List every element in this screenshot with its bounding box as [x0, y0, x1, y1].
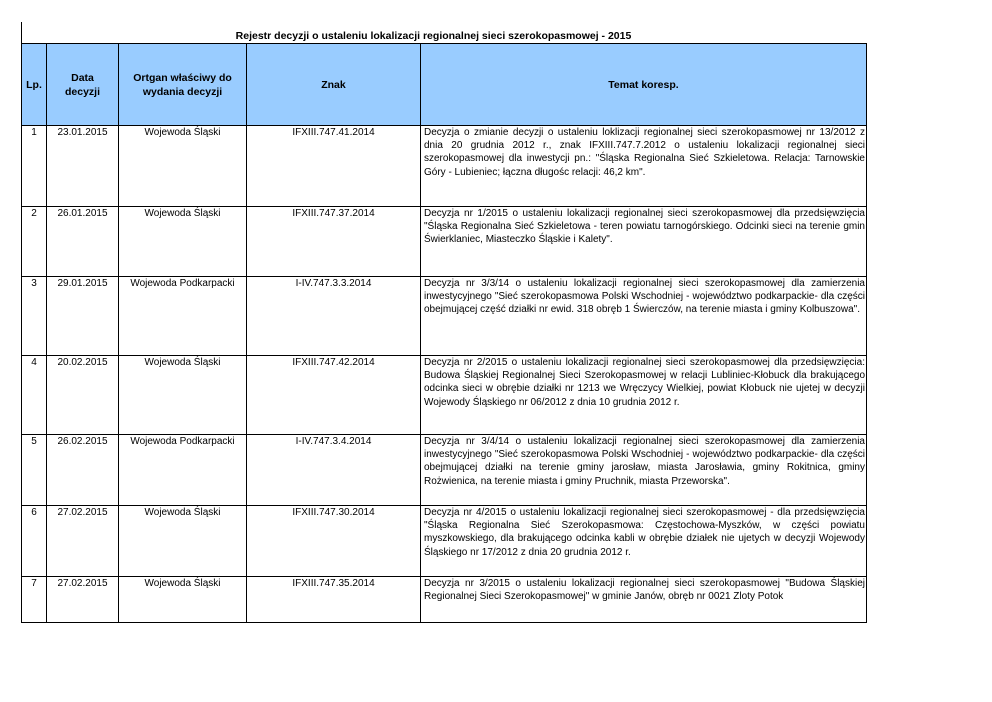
header-date: Data decyzji — [47, 44, 119, 126]
cell-date: 23.01.2015 — [47, 126, 119, 207]
cell-lp: 5 — [22, 435, 47, 506]
cell-date: 29.01.2015 — [47, 277, 119, 356]
cell-subject: Decyzja nr 4/2015 o ustaleniu lokalizacji regionalnej sieci szerokopasmowej - dla przedsięwzięcia "Śląska Regionalna Sieć Szerokopasmowa: Częstochowa-Myszków, w części powiatu myszkowskiego, dla brakującego odcinka kabli w obrębie działek nie ujetych w decyzji Wojewody Śląskiego nr 17/2012 z dnia 20 grudnia 2012 r. — [421, 506, 867, 577]
cell-sign: I-IV.747.3.3.2014 — [247, 277, 421, 356]
cell-sign: IFXIII.747.41.2014 — [247, 126, 421, 207]
table-row — [22, 126, 867, 207]
table-row — [22, 356, 867, 435]
cell-sign: IFXIII.747.30.2014 — [247, 506, 421, 577]
cell-subject: Decyzja nr 2/2015 o ustaleniu lokalizacji regionalnej sieci szerokopasmowej dla przedsięwzięcia: Budowa Śląskiej Regionalnej Sieci Szerokopasmowej w relacji Lubliniec-Kłobuck dla brakującego odcinka sieci w obrębie działki nr 1213 we Wręczycy Wielkiej, powiat Kłobuck nie ujetej w decyzji Wojewody Śląskiego nr 06/2012 z dnia 10 grudnia 2012 r. — [421, 356, 867, 435]
cell-lp: 2 — [22, 207, 47, 277]
cell-sign: IFXIII.747.37.2014 — [247, 207, 421, 277]
header-subject: Temat koresp. — [421, 44, 867, 126]
cell-authority: Wojewoda Śląski — [119, 207, 247, 277]
table-row — [22, 577, 867, 623]
cell-sign: I-IV.747.3.4.2014 — [247, 435, 421, 506]
table-row — [22, 435, 867, 506]
cell-lp: 4 — [22, 356, 47, 435]
cell-date: 27.02.2015 — [47, 577, 119, 623]
cell-sign: IFXIII.747.35.2014 — [247, 577, 421, 623]
cell-date: 27.02.2015 — [47, 506, 119, 577]
cell-date: 26.02.2015 — [47, 435, 119, 506]
cell-date: 20.02.2015 — [47, 356, 119, 435]
table-row — [22, 207, 867, 277]
header-sign: Znak — [247, 44, 421, 126]
cell-subject: Decyzja nr 3/4/14 o ustaleniu lokalizacji regionalnej sieci szerokopasmowej dla zamierzenia inwestycyjnego "Sieć szerokopasmowa Polski Wschodniej - województwo podkarpackie- dla części obejmującej działki na terenie gminy jarosław, miasta Jarosławia, gminy Rokitnica, gminy Rożwienica, na terenie miasta i gminy Pruchnik, miasta Przeworska". — [421, 435, 867, 506]
cell-date: 26.01.2015 — [47, 207, 119, 277]
cell-authority: Wojewoda Podkarpacki — [119, 435, 247, 506]
header-row — [22, 44, 867, 126]
cell-subject: Decyzja nr 1/2015 o ustaleniu lokalizacji regionalnej sieci szerokopasmowej dla przedsięwzięcia "Śląska Regionalna Sieć Szkieletowa - teren powiatu tarnogórskiego. Odcinki sieci na terenie gmin Świerklaniec, Miasteczko Śląskie i Kalety". — [421, 207, 867, 277]
cell-subject: Decyzja nr 3/2015 o ustaleniu lokalizacji regionalnej sieci szerokopasmowej "Budowa Śląskiej Regionalnej Sieci Szerokopasmowej" w gminie Janów, obręb nr 0021 Zloty Potok — [421, 577, 867, 623]
table-row — [22, 506, 867, 577]
cell-lp: 7 — [22, 577, 47, 623]
cell-authority: Wojewoda Śląski — [119, 506, 247, 577]
cell-subject: Decyzja nr 3/3/14 o ustaleniu lokalizacji regionalnej sieci szerokopasmowej dla zamierzenia inwestycyjnego "Sieć szerokopasmowa Polski Wschodniej - województwo podkarpackie- dla części obejmującej część działki nr ewid. 318 obręb 1 Świerczów, na terenie miasta i gminy Kolbuszowa". — [421, 277, 867, 356]
cell-lp: 1 — [22, 126, 47, 207]
cell-lp: 6 — [22, 506, 47, 577]
cell-authority: Wojewoda Śląski — [119, 126, 247, 207]
cell-authority: Wojewoda Śląski — [119, 577, 247, 623]
header-lp: Lp. — [22, 44, 47, 126]
cell-sign: IFXIII.747.42.2014 — [247, 356, 421, 435]
decisions-table — [21, 43, 867, 623]
cell-authority: Wojewoda Śląski — [119, 356, 247, 435]
cell-lp: 3 — [22, 277, 47, 356]
register-title: Rejestr decyzji o ustaleniu lokalizacji regionalnej sieci szerokopasmowej - 2015 — [235, 30, 632, 42]
table-row — [22, 277, 867, 356]
cell-authority: Wojewoda Podkarpacki — [119, 277, 247, 356]
header-authority: Ortgan właściwy do wydania decyzji — [119, 44, 247, 126]
cell-subject: Decyzja o zmianie decyzji o ustaleniu loklizacji regionalnej sieci szerokopasmowej nr 13/2012 z dnia 20 grudnia 2012 r., znak IFXIII.747.7.2012 o ustaleniu lokalizacji regionalnej sieci szerokopasmowej dla inwestycji pn.: "Śląska Regionalna Sieć Szkieletowa. Relacja: Tarnowskie Góry - Lubieniec; łączna długośc relacji: 46,2 km". — [421, 126, 867, 207]
